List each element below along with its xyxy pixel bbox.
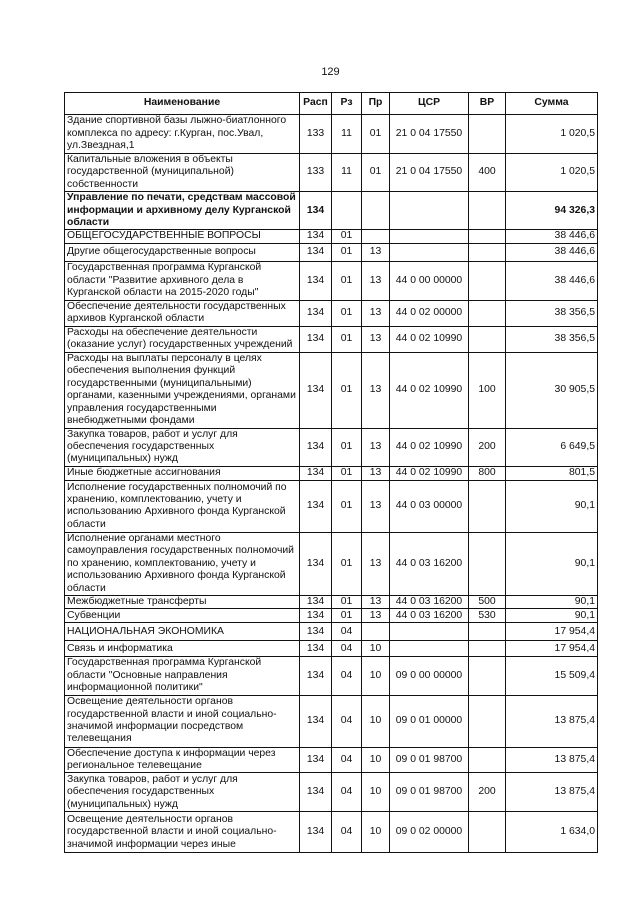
rz-cell: 11 [332, 154, 362, 192]
csr-cell: 44 0 02 10990 [390, 428, 469, 466]
rz-cell: 01 [332, 480, 362, 532]
rz-cell: 11 [332, 115, 362, 154]
csr-cell: 44 0 02 10990 [390, 466, 469, 480]
rz-cell: 04 [332, 641, 362, 657]
rasp-cell: 134 [300, 466, 332, 480]
table-row [65, 326, 598, 352]
table-row [65, 300, 598, 326]
csr-cell: 44 0 02 10990 [390, 326, 469, 352]
table-row [65, 623, 598, 641]
rz-cell: 01 [332, 466, 362, 480]
table-row [65, 480, 598, 532]
pr-cell: 10 [362, 695, 390, 747]
csr-cell: 44 0 03 16200 [390, 595, 469, 608]
rasp-cell: 134 [300, 595, 332, 608]
table-row [65, 812, 598, 853]
rz-cell: 01 [332, 352, 362, 428]
header-rasp: Расп [300, 93, 332, 115]
header-sum: Сумма [506, 93, 598, 115]
sum-cell: 1 634,0 [506, 812, 598, 853]
vr-cell: 100 [469, 352, 506, 428]
rz-cell: 04 [332, 812, 362, 853]
vr-cell: 530 [469, 609, 506, 623]
csr-cell: 21 0 04 17550 [390, 115, 469, 154]
pr-cell: 01 [362, 154, 390, 192]
row-name-cell: Межбюджетные трансферты [65, 595, 300, 608]
row-name-cell: Обеспечение деятельности государственных архивов Курганской области [65, 300, 300, 326]
vr-cell [469, 812, 506, 853]
rasp-cell: 134 [300, 326, 332, 352]
rasp-cell: 134 [300, 300, 332, 326]
vr-cell [469, 623, 506, 641]
row-name-cell: Исполнение государственных полномочий по хранению, комплектованию, учету и использованию Архивного фонда Курганской области [65, 480, 300, 532]
csr-cell: 09 0 01 98700 [390, 747, 469, 773]
vr-cell [469, 532, 506, 595]
table-row [65, 230, 598, 243]
row-name-cell: Управление по печати, средствам массовой информации и архивному делу Курганской области [65, 192, 300, 230]
row-name-cell: Закупка товаров, работ и услуг для обеспечения государственных (муниципальных) нужд [65, 773, 300, 812]
vr-cell [469, 641, 506, 657]
pr-cell [362, 230, 390, 243]
sum-cell: 17 954,4 [506, 641, 598, 657]
vr-cell [469, 695, 506, 747]
rasp-cell: 134 [300, 352, 332, 428]
csr-cell: 09 0 01 00000 [390, 695, 469, 747]
vr-cell [469, 243, 506, 261]
table-row [65, 747, 598, 773]
sum-cell: 13 875,4 [506, 695, 598, 747]
vr-cell: 200 [469, 773, 506, 812]
table-row [65, 657, 598, 695]
csr-cell: 44 0 02 00000 [390, 300, 469, 326]
pr-cell: 10 [362, 641, 390, 657]
rasp-cell: 134 [300, 695, 332, 747]
pr-cell: 13 [362, 609, 390, 623]
row-name-cell: ОБЩЕГОСУДАРСТВЕННЫЕ ВОПРОСЫ [65, 230, 300, 243]
sum-cell: 38 446,6 [506, 230, 598, 243]
sum-cell: 6 649,5 [506, 428, 598, 466]
table-row [65, 695, 598, 747]
rz-cell: 01 [332, 609, 362, 623]
vr-cell: 500 [469, 595, 506, 608]
table-row [65, 532, 598, 595]
pr-cell: 13 [362, 532, 390, 595]
rz-cell: 04 [332, 623, 362, 641]
rasp-cell: 134 [300, 230, 332, 243]
table-row [65, 641, 598, 657]
rz-cell: 01 [332, 326, 362, 352]
rz-cell: 04 [332, 773, 362, 812]
row-name-cell: Освещение деятельности органов государственной власти и иной социально-значимой информации через иные [65, 812, 300, 853]
rz-cell: 01 [332, 300, 362, 326]
row-name-cell: Государственная программа Курганской области "Основные направления информационной политики" [65, 657, 300, 695]
rz-cell: 01 [332, 230, 362, 243]
table-row [65, 154, 598, 192]
row-name-cell: Расходы на выплаты персоналу в целях обеспечения выполнения функций государственными (муниципальными) органами, казенными учреждениями, органами управления государственными внебюджетными фондами [65, 352, 300, 428]
pr-cell: 13 [362, 352, 390, 428]
sum-cell: 15 509,4 [506, 657, 598, 695]
pr-cell: 13 [362, 243, 390, 261]
vr-cell: 800 [469, 466, 506, 480]
csr-cell: 44 0 03 16200 [390, 609, 469, 623]
budget-table [64, 92, 598, 853]
row-name-cell: Расходы на обеспечение деятельности (оказание услуг) государственных учреждений [65, 326, 300, 352]
rasp-cell: 134 [300, 773, 332, 812]
vr-cell [469, 657, 506, 695]
rasp-cell: 133 [300, 154, 332, 192]
table-row [65, 352, 598, 428]
rasp-cell: 134 [300, 192, 332, 230]
rasp-cell: 134 [300, 747, 332, 773]
row-name-cell: Обеспечение доступа к информации через региональное телевещание [65, 747, 300, 773]
sum-cell: 38 446,6 [506, 261, 598, 300]
sum-cell: 90,1 [506, 595, 598, 608]
rz-cell: 01 [332, 595, 362, 608]
csr-cell: 44 0 03 00000 [390, 480, 469, 532]
rz-cell: 01 [332, 243, 362, 261]
csr-cell: 21 0 04 17550 [390, 154, 469, 192]
sum-cell: 17 954,4 [506, 623, 598, 641]
sum-cell: 94 326,3 [506, 192, 598, 230]
row-name-cell: НАЦИОНАЛЬНАЯ ЭКОНОМИКА [65, 623, 300, 641]
table-header [65, 93, 598, 115]
rasp-cell: 133 [300, 115, 332, 154]
header-rz: Рз [332, 93, 362, 115]
rasp-cell: 134 [300, 623, 332, 641]
pr-cell [362, 192, 390, 230]
row-name-cell: Капитальные вложения в объекты государственной (муниципальной) собственности [65, 154, 300, 192]
sum-cell: 38 356,5 [506, 326, 598, 352]
rasp-cell: 134 [300, 261, 332, 300]
rz-cell: 01 [332, 532, 362, 595]
row-name-cell: Здание спортивной базы лыжно-биатлонного комплекса по адресу: г.Курган, пос.Увал, ул.Звездная,1 [65, 115, 300, 154]
table-row [65, 428, 598, 466]
table-body [65, 115, 598, 853]
sum-cell: 90,1 [506, 532, 598, 595]
csr-cell: 44 0 03 16200 [390, 532, 469, 595]
sum-cell: 38 356,5 [506, 300, 598, 326]
table-row [65, 261, 598, 300]
vr-cell [469, 230, 506, 243]
table-row [65, 773, 598, 812]
csr-cell [390, 641, 469, 657]
rasp-cell: 134 [300, 428, 332, 466]
rasp-cell: 134 [300, 657, 332, 695]
csr-cell: 09 0 02 00000 [390, 812, 469, 853]
sum-cell: 13 875,4 [506, 773, 598, 812]
sum-cell: 90,1 [506, 609, 598, 623]
row-name-cell: Закупка товаров, работ и услуг для обеспечения государственных (муниципальных) нужд [65, 428, 300, 466]
table-row [65, 595, 598, 608]
sum-cell: 13 875,4 [506, 747, 598, 773]
csr-cell: 44 0 02 10990 [390, 352, 469, 428]
pr-cell: 13 [362, 261, 390, 300]
row-name-cell: Государственная программа Курганской области "Развитие архивного дела в Курганской области на 2015-2020 годы" [65, 261, 300, 300]
rz-cell: 01 [332, 261, 362, 300]
rz-cell: 04 [332, 657, 362, 695]
header-vr: ВР [469, 93, 506, 115]
rasp-cell: 134 [300, 480, 332, 532]
table-row [65, 243, 598, 261]
vr-cell [469, 480, 506, 532]
rasp-cell: 134 [300, 243, 332, 261]
pr-cell: 10 [362, 812, 390, 853]
page-number: 129 [321, 66, 340, 78]
table-row [65, 115, 598, 154]
vr-cell [469, 192, 506, 230]
rasp-cell: 134 [300, 812, 332, 853]
csr-cell [390, 623, 469, 641]
pr-cell [362, 623, 390, 641]
vr-cell [469, 261, 506, 300]
pr-cell: 13 [362, 326, 390, 352]
row-name-cell: Связь и информатика [65, 641, 300, 657]
row-name-cell: Субвенции [65, 609, 300, 623]
sum-cell: 38 446,6 [506, 243, 598, 261]
header-name: Наименование [65, 93, 300, 115]
vr-cell [469, 300, 506, 326]
vr-cell [469, 115, 506, 154]
rz-cell: 01 [332, 428, 362, 466]
rz-cell [332, 192, 362, 230]
table-row [65, 609, 598, 623]
row-name-cell: Другие общегосударственные вопросы [65, 243, 300, 261]
table-row [65, 466, 598, 480]
sum-cell: 1 020,5 [506, 154, 598, 192]
pr-cell: 13 [362, 428, 390, 466]
vr-cell: 200 [469, 428, 506, 466]
header-csr: ЦСР [390, 93, 469, 115]
pr-cell: 13 [362, 300, 390, 326]
table-row [65, 192, 598, 230]
sum-cell: 801,5 [506, 466, 598, 480]
rasp-cell: 134 [300, 641, 332, 657]
pr-cell: 13 [362, 466, 390, 480]
csr-cell: 09 0 01 98700 [390, 773, 469, 812]
vr-cell [469, 747, 506, 773]
rasp-cell: 134 [300, 532, 332, 595]
header-pr: Пр [362, 93, 390, 115]
vr-cell [469, 326, 506, 352]
pr-cell: 01 [362, 115, 390, 154]
sum-cell: 1 020,5 [506, 115, 598, 154]
row-name-cell: Исполнение органами местного самоуправления государственных полномочий по хранению, комплектованию, учету и использованию Архивного фонда Курганской области [65, 532, 300, 595]
csr-cell [390, 230, 469, 243]
pr-cell: 13 [362, 480, 390, 532]
row-name-cell: Освещение деятельности органов государственной власти и иной социально-значимой информации посредством телевещания [65, 695, 300, 747]
row-name-cell: Иные бюджетные ассигнования [65, 466, 300, 480]
csr-cell: 09 0 00 00000 [390, 657, 469, 695]
rz-cell: 04 [332, 747, 362, 773]
csr-cell [390, 192, 469, 230]
sum-cell: 30 905,5 [506, 352, 598, 428]
pr-cell: 10 [362, 773, 390, 812]
rasp-cell: 134 [300, 609, 332, 623]
pr-cell: 10 [362, 657, 390, 695]
header-row [65, 93, 598, 115]
sum-cell: 90,1 [506, 480, 598, 532]
csr-cell: 44 0 00 00000 [390, 261, 469, 300]
rz-cell: 04 [332, 695, 362, 747]
csr-cell [390, 243, 469, 261]
vr-cell: 400 [469, 154, 506, 192]
pr-cell: 10 [362, 747, 390, 773]
pr-cell: 13 [362, 595, 390, 608]
